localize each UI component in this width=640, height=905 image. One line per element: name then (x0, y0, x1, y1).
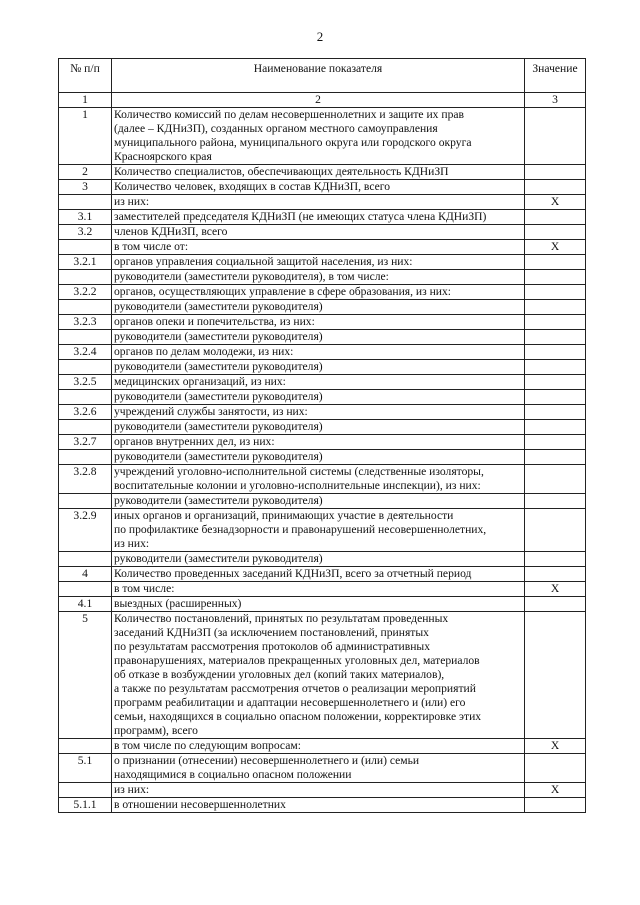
table-row (59, 754, 586, 783)
row-indicator-name (112, 405, 525, 420)
indicators-table (58, 58, 586, 813)
row-indicator-name (112, 180, 525, 195)
row-indicator-name (112, 285, 525, 300)
row-value (525, 597, 586, 612)
indicator-text-line: руководители (заместители руководителя) (114, 390, 323, 403)
row-value (525, 360, 586, 375)
row-value (525, 210, 586, 225)
table-row (59, 798, 586, 813)
table-row (59, 330, 586, 345)
row-number: 3.2.6 (59, 405, 112, 420)
row-value: X (525, 195, 586, 210)
row-indicator-name (112, 300, 525, 315)
indicator-text-line: руководители (заместители руководителя), в том числе: (114, 270, 389, 283)
row-indicator-name (112, 450, 525, 465)
table-row (59, 240, 586, 255)
row-indicator-name (112, 345, 525, 360)
indicator-text-line: выездных (расширенных) (114, 597, 242, 610)
table-row (59, 597, 586, 612)
row-indicator-name (112, 255, 525, 270)
row-number: 3.2.4 (59, 345, 112, 360)
row-number (59, 552, 112, 567)
row-number (59, 783, 112, 798)
row-number: 3.1 (59, 210, 112, 225)
table-row (59, 739, 586, 754)
row-value (525, 375, 586, 390)
indicator-text-line: руководители (заместители руководителя) (114, 450, 323, 463)
row-indicator-name (112, 360, 525, 375)
row-number: 3 (59, 180, 112, 195)
indicator-text-line: программ), всего (114, 724, 198, 737)
row-value (525, 420, 586, 435)
row-indicator-name (112, 420, 525, 435)
table-row (59, 165, 586, 180)
indicator-text-line: руководители (заместители руководителя) (114, 494, 323, 507)
row-value (525, 435, 586, 450)
indicator-text-line: а также по результатам рассмотрения отчетов о реализации мероприятий (114, 682, 476, 695)
indicator-text-line: воспитательные колонии и уголовно-исполнительные инспекции), из них: (114, 479, 481, 492)
row-value (525, 315, 586, 330)
indicator-text-line: руководители (заместители руководителя) (114, 420, 323, 433)
indicator-text-line: (далее – КДНиЗП), созданных органом местного самоуправления (114, 122, 438, 135)
row-number (59, 195, 112, 210)
indicator-text-line: о признании (отнесении) несовершеннолетнего и (или) семьи (114, 754, 420, 767)
indicator-text-line: в том числе: (114, 582, 175, 595)
row-indicator-name (112, 739, 525, 754)
indicator-text-line: руководители (заместители руководителя) (114, 552, 323, 565)
row-value (525, 494, 586, 509)
indicator-text-line: руководители (заместители руководителя) (114, 360, 323, 373)
row-number: 3.2.8 (59, 465, 112, 494)
indicator-text-line: иных органов и организаций, принимающих участие в деятельности (114, 509, 454, 522)
row-number (59, 420, 112, 435)
indicator-text-line: органов внутренних дел, из них: (114, 435, 275, 448)
table-row (59, 405, 586, 420)
row-value (525, 285, 586, 300)
indicator-text-line: программ реабилитации и адаптации несовершеннолетнего и (или) его (114, 696, 466, 709)
indicator-text-line: в том числе по следующим вопросам: (114, 739, 301, 752)
row-indicator-name (112, 315, 525, 330)
row-indicator-name (112, 494, 525, 509)
row-value (525, 108, 586, 165)
indicator-text-line: органов, осуществляющих управление в сфере образования, из них: (114, 285, 452, 298)
table-row (59, 375, 586, 390)
row-indicator-name (112, 612, 525, 739)
indicator-text-line: медицинских организаций, из них: (114, 375, 286, 388)
table-row (59, 225, 586, 240)
row-number: 3.2.9 (59, 509, 112, 552)
table-row (59, 612, 586, 739)
row-number: 3.2.3 (59, 315, 112, 330)
row-indicator-name (112, 465, 525, 494)
row-value (525, 567, 586, 582)
row-value (525, 345, 586, 360)
row-number: 3.2 (59, 225, 112, 240)
indicator-text-line: руководители (заместители руководителя) (114, 330, 323, 343)
column-header-name: Наименование показателя (112, 59, 525, 93)
row-number: 2 (59, 165, 112, 180)
row-indicator-name (112, 597, 525, 612)
indicator-text-line: органов опеки и попечительства, из них: (114, 315, 315, 328)
row-number (59, 450, 112, 465)
row-value (525, 450, 586, 465)
row-value (525, 255, 586, 270)
indicator-text-line: семьи, находящихся в социально опасном положении, корректировке этих (114, 710, 482, 723)
table-row (59, 465, 586, 494)
indicator-text-line: по профилактике безнадзорности и правонарушений несовершеннолетних, (114, 523, 487, 536)
indicator-text-line: Красноярского края (114, 150, 212, 163)
indicator-text-line: Количество комиссий по делам несовершеннолетних и защите их прав (114, 108, 464, 121)
table-row (59, 315, 586, 330)
indicator-text-line: об отказе в возбуждении уголовных дел (копий таких материалов), (114, 668, 445, 681)
row-number: 1 (59, 108, 112, 165)
row-number (59, 270, 112, 285)
row-value: X (525, 783, 586, 798)
row-value (525, 465, 586, 494)
row-indicator-name (112, 552, 525, 567)
row-value (525, 165, 586, 180)
table-row (59, 494, 586, 509)
indicator-text-line: находящимися в социально опасном положении (114, 768, 352, 781)
row-number (59, 582, 112, 597)
row-indicator-name (112, 435, 525, 450)
column-header-number: № п/п (59, 59, 112, 93)
indicator-text-line: органов по делам молодежи, из них: (114, 345, 294, 358)
row-indicator-name (112, 509, 525, 552)
row-indicator-name (112, 375, 525, 390)
row-indicator-name (112, 582, 525, 597)
row-indicator-name (112, 270, 525, 285)
indicator-text-line: Количество человек, входящих в состав КДНиЗП, всего (114, 180, 391, 193)
row-number: 4.1 (59, 597, 112, 612)
indicator-text-line: руководители (заместители руководителя) (114, 300, 323, 313)
row-number: 3.2.1 (59, 255, 112, 270)
row-value (525, 225, 586, 240)
table-row (59, 390, 586, 405)
page-number: 2 (316, 29, 324, 44)
row-indicator-name (112, 225, 525, 240)
row-number: 5.1.1 (59, 798, 112, 813)
index-cell-name: 2 (112, 93, 525, 108)
table-row (59, 108, 586, 165)
row-value: X (525, 240, 586, 255)
row-indicator-name (112, 240, 525, 255)
row-value (525, 270, 586, 285)
table-row (59, 582, 586, 597)
table-header-row (59, 59, 586, 93)
column-index-row (59, 93, 586, 108)
indicator-text-line: членов КДНиЗП, всего (114, 225, 228, 238)
indicator-text-line: заместителей председателя КДНиЗП (не имеющих статуса члена КДНиЗП) (114, 210, 487, 223)
row-value (525, 300, 586, 315)
indicator-text-line: органов управления социальной защитой населения, из них: (114, 255, 413, 268)
table-row (59, 270, 586, 285)
row-number (59, 494, 112, 509)
row-indicator-name (112, 390, 525, 405)
row-value (525, 754, 586, 783)
row-number (59, 390, 112, 405)
indicator-text-line: Количество специалистов, обеспечивающих деятельность КДНиЗП (114, 165, 449, 178)
row-value (525, 552, 586, 567)
table-row (59, 783, 586, 798)
table-row (59, 435, 586, 450)
table-row (59, 285, 586, 300)
indicator-text-line: Количество постановлений, принятых по результатам проведенных (114, 612, 449, 625)
row-value (525, 509, 586, 552)
row-indicator-name (112, 754, 525, 783)
row-indicator-name (112, 108, 525, 165)
table-row (59, 450, 586, 465)
row-number: 3.2.2 (59, 285, 112, 300)
row-value (525, 390, 586, 405)
table-row (59, 552, 586, 567)
table-row (59, 210, 586, 225)
indicator-text-line: по результатам рассмотрения протоколов об административных (114, 640, 431, 653)
index-cell-number: 1 (59, 93, 112, 108)
table-row (59, 195, 586, 210)
row-number: 4 (59, 567, 112, 582)
row-indicator-name (112, 798, 525, 813)
indicator-text-line: Количество проведенных заседаний КДНиЗП, всего за отчетный период (114, 567, 472, 580)
row-number (59, 330, 112, 345)
row-indicator-name (112, 783, 525, 798)
row-indicator-name (112, 195, 525, 210)
row-value (525, 612, 586, 739)
row-value (525, 798, 586, 813)
table-row (59, 300, 586, 315)
row-indicator-name (112, 210, 525, 225)
table-row (59, 420, 586, 435)
row-number: 5.1 (59, 754, 112, 783)
indicator-text-line: муниципального района, муниципального округа или городского округа (114, 136, 472, 149)
row-indicator-name (112, 567, 525, 582)
indicator-text-line: из них: (114, 783, 150, 796)
table-row (59, 509, 586, 552)
row-value: X (525, 739, 586, 754)
row-indicator-name (112, 330, 525, 345)
row-value (525, 405, 586, 420)
indicator-text-line: заседаний КДНиЗП (за исключением постановлений, принятых (114, 626, 429, 639)
row-number: 3.2.5 (59, 375, 112, 390)
indicator-text-line: правонарушениях, материалов прекращенных уголовных дел, материалов (114, 654, 480, 667)
row-value (525, 330, 586, 345)
row-number (59, 300, 112, 315)
table-row (59, 567, 586, 582)
row-number (59, 240, 112, 255)
indicator-text-line: учреждений уголовно-исполнительной системы (следственные изоляторы, (114, 465, 484, 478)
indicator-text-line: в отношении несовершеннолетних (114, 798, 286, 811)
row-value: X (525, 582, 586, 597)
row-number: 3.2.7 (59, 435, 112, 450)
indicator-text-line: из них: (114, 537, 150, 550)
table-row (59, 255, 586, 270)
column-header-value: Значение (525, 59, 586, 93)
index-cell-value: 3 (525, 93, 586, 108)
table-row (59, 360, 586, 375)
row-value (525, 180, 586, 195)
row-number (59, 360, 112, 375)
row-indicator-name (112, 165, 525, 180)
row-number: 5 (59, 612, 112, 739)
table-row (59, 345, 586, 360)
indicator-text-line: из них: (114, 195, 150, 208)
indicator-text-line: в том числе от: (114, 240, 189, 253)
indicator-text-line: учреждений службы занятости, из них: (114, 405, 308, 418)
row-number (59, 739, 112, 754)
table-row (59, 180, 586, 195)
